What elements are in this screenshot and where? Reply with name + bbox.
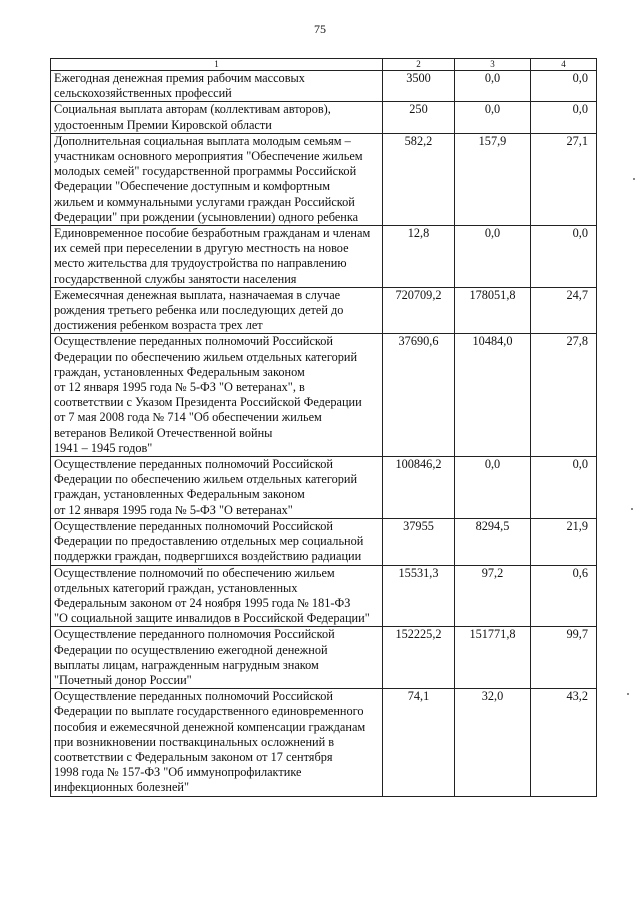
page-number: 75 — [314, 22, 326, 36]
value-plan: 582,2 — [383, 133, 455, 225]
description-line: поддержки граждан, подвергшихся воздействию радиации — [54, 549, 362, 564]
description-line: от 12 января 1995 года № 5-ФЗ "О ветеранах", в — [54, 380, 305, 395]
description-line: Осуществление полномочий по обеспечению жильем — [54, 565, 335, 580]
table-row — [51, 689, 597, 796]
description-line: пособия и ежемесячной денежной компенсации гражданам — [54, 719, 366, 734]
value-percent: 21,9 — [531, 518, 597, 565]
value-actual: 151771,8 — [455, 627, 531, 689]
value-percent: 0,0 — [531, 457, 597, 519]
value-actual: 0,0 — [455, 102, 531, 133]
description-line: граждан, установленных Федеральным законом — [54, 364, 305, 379]
table-row — [51, 627, 597, 689]
table-row — [51, 226, 597, 288]
value-actual: 0,0 — [455, 71, 531, 102]
value-plan: 3500 — [383, 71, 455, 102]
value-percent: 24,7 — [531, 287, 597, 334]
description-line: 1941 – 1945 годов" — [54, 440, 153, 455]
scan-speck — [627, 693, 629, 695]
description-line: от 7 мая 2008 года № 714 "Об обеспечении жильем — [54, 410, 322, 425]
description-line: соответствии с Федеральным законом от 17 сентября — [54, 749, 333, 764]
value-plan: 37690,6 — [383, 334, 455, 457]
table-row — [51, 287, 597, 334]
row-description — [51, 71, 383, 102]
value-actual: 97,2 — [455, 565, 531, 627]
value-percent: 0,0 — [531, 102, 597, 133]
description-line: Федерации "Обеспечение доступным и комфортным — [54, 179, 331, 194]
scan-speck — [633, 178, 635, 180]
value-plan: 74,1 — [383, 689, 455, 796]
row-description — [51, 565, 383, 627]
description-line: от 12 января 1995 года № 5-ФЗ "О ветеранах" — [54, 502, 293, 517]
description-line: Осуществление переданных полномочий Российской — [54, 457, 333, 472]
value-plan: 37955 — [383, 518, 455, 565]
description-line: их семей при переселении в другую местность на новое — [54, 241, 349, 256]
description-line: отдельных категорий граждан, установленных — [54, 580, 298, 595]
value-percent: 0,6 — [531, 565, 597, 627]
value-percent: 99,7 — [531, 627, 597, 689]
table-row — [51, 71, 597, 102]
row-description — [51, 102, 383, 133]
table-row — [51, 457, 597, 519]
description-line: государственной службы занятости населения — [54, 271, 297, 286]
value-actual: 0,0 — [455, 226, 531, 288]
value-actual: 32,0 — [455, 689, 531, 796]
description-line: Федерации по выплате государственного единовременного — [54, 704, 364, 719]
description-line: место жительства для трудоустройства по направлению — [54, 256, 347, 271]
description-line: жильем и коммунальными услугами граждан Российской — [54, 194, 355, 209]
description-line: Федерации" при рождении (усыновлении) одного ребенка — [54, 209, 359, 224]
description-line: Федерации по осуществлению ежегодной денежной — [54, 642, 328, 657]
description-line: ветеранов Великой Отечественной войны — [54, 425, 273, 440]
value-actual: 157,9 — [455, 133, 531, 225]
value-percent: 27,1 — [531, 133, 597, 225]
row-description — [51, 518, 383, 565]
table-row — [51, 518, 597, 565]
description-line: "О социальной защите инвалидов в Российской Федерации" — [54, 611, 370, 626]
description-line: рождения третьего ребенка или последующих детей до — [54, 303, 344, 318]
row-description — [51, 627, 383, 689]
row-description — [51, 226, 383, 288]
column-header-4: 4 — [531, 59, 597, 71]
column-header-3: 3 — [455, 59, 531, 71]
table-row — [51, 133, 597, 225]
column-header-2: 2 — [383, 59, 455, 71]
value-plan: 250 — [383, 102, 455, 133]
table-row — [51, 102, 597, 133]
header-row — [51, 59, 597, 71]
value-actual: 0,0 — [455, 457, 531, 519]
description-line: граждан, установленных Федеральным законом — [54, 487, 305, 502]
row-description — [51, 334, 383, 457]
value-actual: 10484,0 — [455, 334, 531, 457]
description-line: Федерации по предоставлению отдельных мер социальной — [54, 534, 364, 549]
table-row — [51, 334, 597, 457]
description-line: достижения ребенком возраста трех лет — [54, 318, 263, 333]
value-actual: 8294,5 — [455, 518, 531, 565]
description-line: участникам основного мероприятия "Обеспечение жильем — [54, 149, 363, 164]
row-description — [51, 133, 383, 225]
value-plan: 720709,2 — [383, 287, 455, 334]
description-line: Единовременное пособие безработным гражданам и членам — [54, 226, 371, 241]
description-line: Ежемесячная денежная выплата, назначаемая в случае — [54, 287, 341, 302]
row-description — [51, 689, 383, 796]
description-line: Федеральным законом от 24 ноября 1995 года № 181-ФЗ — [54, 595, 351, 610]
row-description — [51, 287, 383, 334]
description-line: сельскохозяйственных профессий — [54, 86, 232, 101]
description-line: Осуществление переданных полномочий Российской — [54, 334, 333, 349]
description-line: Ежегодная денежная премия рабочим массовых — [54, 71, 305, 85]
scan-speck — [631, 508, 633, 510]
description-line: выплаты лицам, награжденным нагрудным знаком — [54, 657, 319, 672]
table-row — [51, 565, 597, 627]
value-plan: 12,8 — [383, 226, 455, 288]
description-line: "Почетный донор России" — [54, 672, 192, 687]
description-line: Федерации по обеспечению жильем отдельных категорий — [54, 472, 358, 487]
value-percent: 0,0 — [531, 226, 597, 288]
description-line: Осуществление переданного полномочия Российской — [54, 627, 335, 642]
description-line: Федерации по обеспечению жильем отдельных категорий — [54, 349, 358, 364]
description-line: при возникновении поствакцинальных осложнений в — [54, 734, 335, 749]
value-percent: 27,8 — [531, 334, 597, 457]
column-header-1: 1 — [51, 59, 383, 71]
value-plan: 100846,2 — [383, 457, 455, 519]
value-percent: 0,0 — [531, 71, 597, 102]
value-plan: 152225,2 — [383, 627, 455, 689]
description-line: Осуществление переданных полномочий Российской — [54, 689, 333, 704]
value-plan: 15531,3 — [383, 565, 455, 627]
description-line: удостоенным Премии Кировской области — [54, 117, 272, 132]
description-line: Социальная выплата авторам (коллективам авторов), — [54, 102, 331, 117]
description-line: Осуществление переданных полномочий Российской — [54, 518, 333, 533]
description-line: молодых семей" государственной программы Российской — [54, 164, 357, 179]
row-description — [51, 457, 383, 519]
description-line: соответствии с Указом Президента Российской Федерации — [54, 395, 362, 410]
description-line: Дополнительная социальная выплата молодым семьям – — [54, 133, 351, 148]
table-body — [51, 71, 597, 797]
budget-table — [50, 58, 597, 797]
description-line: 1998 года № 157-ФЗ "Об иммунопрофилактике — [54, 765, 302, 780]
value-actual: 178051,8 — [455, 287, 531, 334]
description-line: инфекционных болезней" — [54, 780, 190, 795]
value-percent: 43,2 — [531, 689, 597, 796]
